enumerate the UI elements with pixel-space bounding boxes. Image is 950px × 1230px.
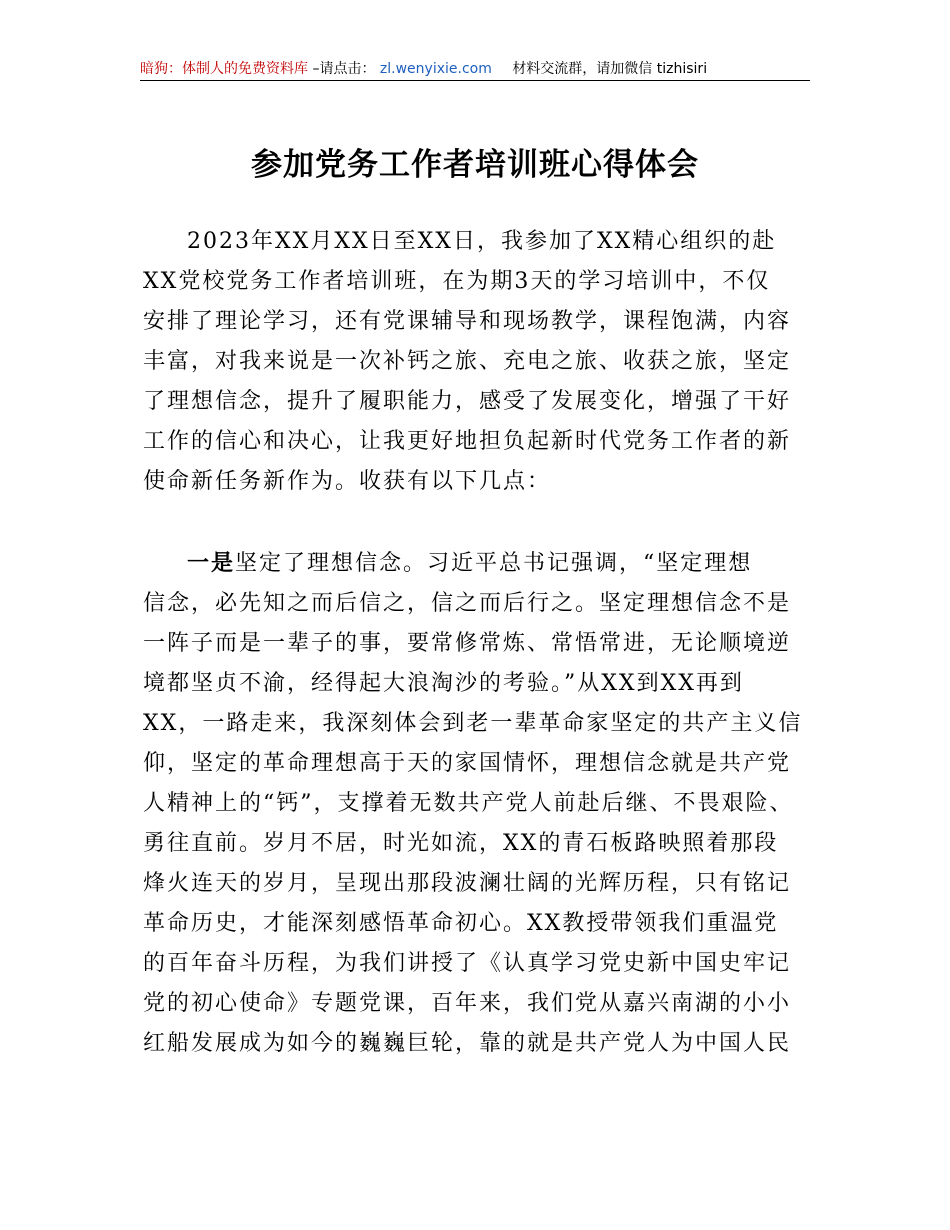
paragraph-line: 仰，坚定的革命理想高于天的家国情怀，理想信念就是共产党 — [143, 751, 792, 776]
paragraph-line: 境都坚贞不渝，经得起大浪淘沙的考验。”从XX到XX再到 — [143, 671, 744, 696]
paragraph-line: 丰富，对我来说是一次补钙之旅、充电之旅、收获之旅，坚定 — [143, 349, 792, 374]
paragraph-line-rest: 坚定了理想信念。习近平总书记强调，“坚定理想 — [235, 551, 753, 576]
paragraph-intro — [143, 222, 823, 502]
paragraph-first-line — [143, 544, 823, 584]
paragraph-line: 勇往直前。岁月不居，时光如流，XX的青石板路映照着那段 — [143, 831, 779, 856]
header-click-prompt: –请点击： — [312, 61, 376, 77]
paragraph-line: 工作的信心和决心，让我更好地担负起新时代党务工作者的新 — [143, 429, 792, 454]
paragraph-line: 的百年奋斗历程，为我们讲授了《认真学习党史新中国史牢记 — [143, 951, 792, 976]
header-url-link[interactable]: zl.wenyixie.com — [379, 61, 492, 77]
paragraph-line: 人精神上的“钙”，支撑着无数共产党人前赴后继、不畏艰险、 — [143, 791, 794, 816]
paragraph-line: 党的初心使命》专题党课，百年来，我们党从嘉兴南湖的小小 — [143, 991, 792, 1016]
paragraph-line: 革命历史，才能深刻感悟革命初心。XX教授带领我们重温党 — [143, 911, 779, 936]
header-brand: 暗狗：体制人的免费资料库 — [140, 61, 308, 77]
page-header — [140, 58, 810, 80]
paragraph-line: 2023年XX月XX日至XX日，我参加了XX精心组织的赴 — [187, 229, 777, 254]
paragraph-line: 信念，必先知之而后信之，信之而后行之。坚定理想信念不是 — [143, 591, 792, 616]
paragraph-line: 烽火连天的岁月，呈现出那段波澜壮阔的光辉历程，只有铭记 — [143, 871, 792, 896]
paragraph-line: XX，一路走来，我深刻体会到老一辈革命家坚定的共产主义信 — [143, 711, 803, 736]
paragraph-line: 红船发展成为如今的巍巍巨轮，靠的就是共产党人为中国人民 — [143, 1031, 792, 1056]
header-divider — [140, 80, 810, 81]
paragraph-line: 一阵子而是一辈子的事，要常修常炼、常悟常进，无论顺境逆 — [143, 631, 792, 656]
point-lead: 一是 — [187, 551, 236, 576]
paragraph-point-one — [143, 544, 823, 1064]
document-title: 参加党务工作者培训班心得体会 — [251, 147, 699, 183]
paragraph-line: XX党校党务工作者培训班，在为期3天的学习培训中，不仅 — [143, 269, 771, 294]
header-contact: 材料交流群，请加微信 tizhisiri — [512, 61, 708, 77]
paragraph-line: 安排了理论学习，还有党课辅导和现场教学，课程饱满，内容 — [143, 309, 792, 334]
paragraph-line: 了理想信念，提升了履职能力，感受了发展变化，增强了干好 — [143, 389, 792, 414]
paragraph-line: 使命新任务新作为。收获有以下几点： — [143, 469, 552, 494]
